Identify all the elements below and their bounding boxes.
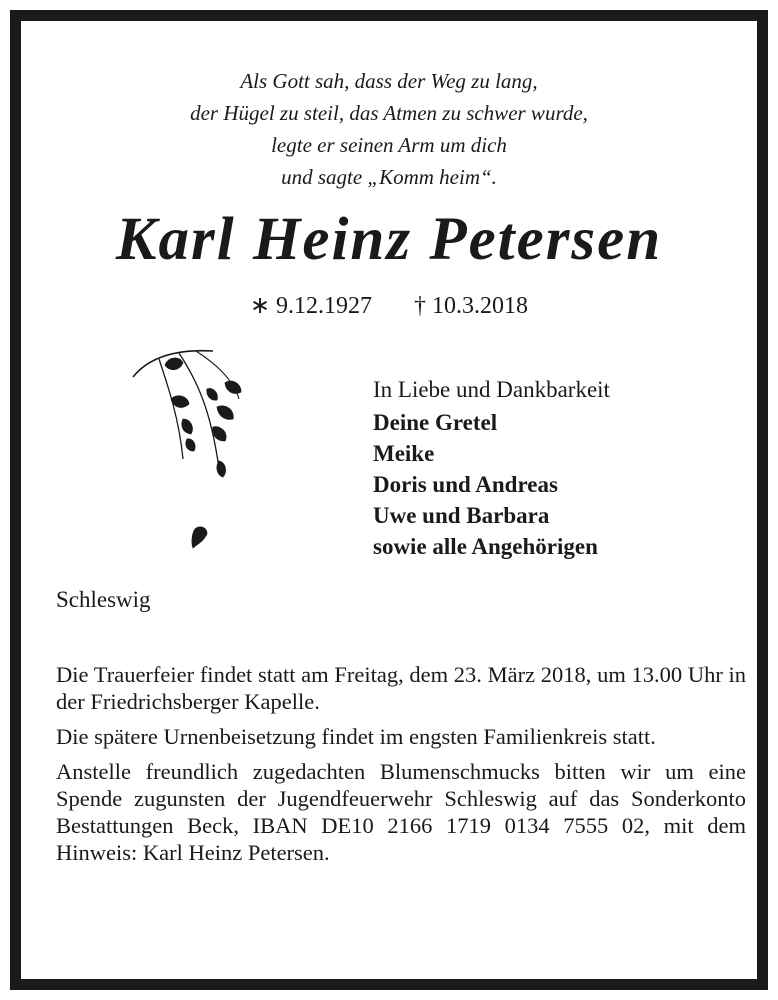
birch-branch-icon (121, 339, 251, 569)
death-date: † 10.3.2018 (414, 293, 529, 319)
mourner-name: Deine Gretel (373, 410, 498, 435)
donation-paragraph: Anstelle freundlich zugedachten Blumenschmucks bitten wir um eine Spende zugunsten der Jugendfeuerwehr Schleswig auf das Sonderkonto Bestattungen Beck, IBAN DE10 2166 1719 0134 7555 02, mit dem Hinweis: Karl Heinz Petersen. (56, 759, 746, 865)
mourner-name: Meike (373, 441, 435, 466)
ceremony-paragraph: Die Trauerfeier findet statt am Freitag, dem 23. März 2018, um 13.00 Uhr in der Friedrichsberger Kapelle. (56, 662, 746, 714)
deceased-name: Karl Heinz Petersen (115, 206, 663, 273)
obituary-frame (10, 10, 768, 990)
poem-line: und sagte „Komm heim“. (281, 165, 497, 189)
mourner-name: sowie alle Angehörigen (373, 534, 598, 559)
mourner-name: Uwe und Barbara (373, 503, 550, 528)
poem-line: der Hügel zu steil, das Atmen zu schwer wurde, (190, 101, 588, 125)
place-name: Schleswig (56, 587, 151, 612)
poem-line: Als Gott sah, dass der Weg zu lang, (240, 69, 538, 93)
mourners-block (373, 373, 610, 562)
poem-line: legte er seinen Arm um dich (271, 133, 507, 157)
poem (21, 65, 757, 193)
birth-date: ∗ 9.12.1927 (249, 293, 373, 319)
burial-paragraph: Die spätere Urnenbeisetzung findet im engsten Familienkreis statt. (56, 724, 656, 749)
funeral-details (56, 661, 746, 874)
mourner-name: Doris und Andreas (373, 472, 558, 497)
mourners-intro: In Liebe und Dankbarkeit (373, 377, 610, 402)
life-dates (21, 291, 757, 320)
